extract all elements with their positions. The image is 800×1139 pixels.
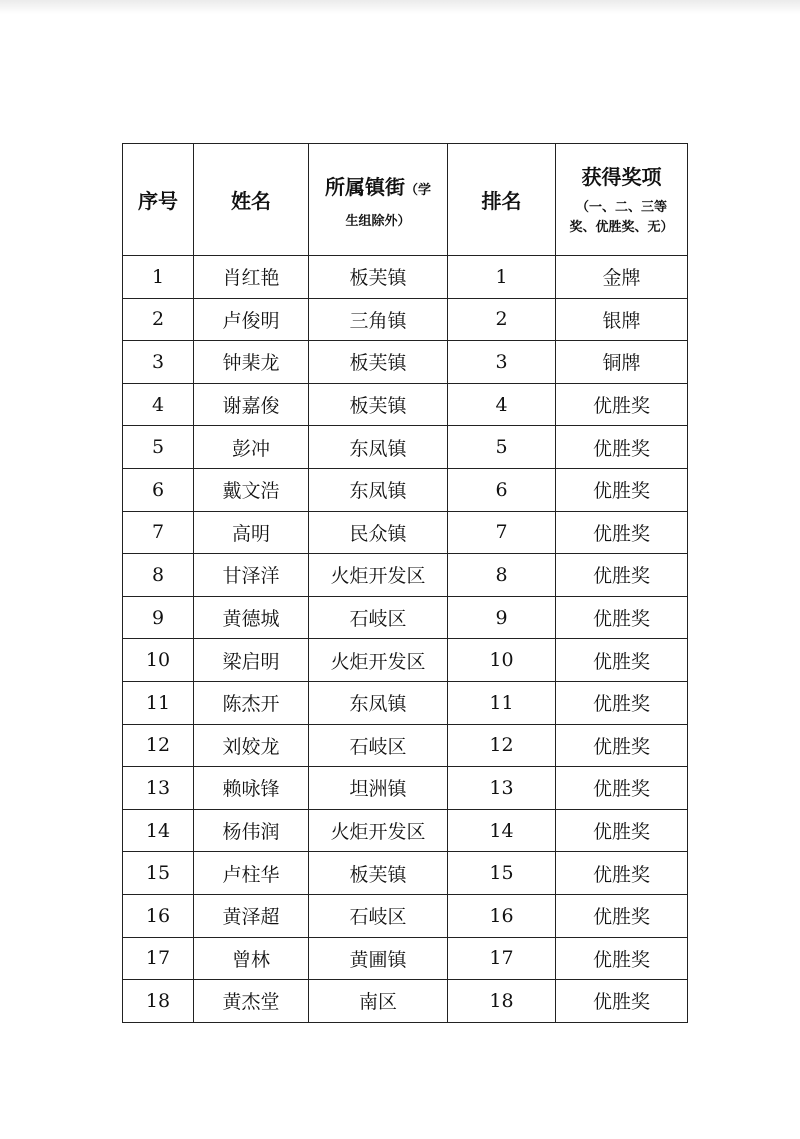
cell-name: 梁启明 (194, 639, 309, 682)
cell-seq: 6 (123, 468, 194, 511)
table-row (123, 256, 688, 299)
cell-seq: 1 (123, 256, 194, 299)
header-rank-label: 排名 (481, 189, 522, 213)
cell-award: 优胜奖 (556, 937, 688, 980)
cell-rank: 14 (448, 809, 556, 852)
header-award (556, 144, 688, 256)
cell-name: 曾林 (194, 937, 309, 980)
table-row (123, 724, 688, 767)
cell-name: 戴文浩 (194, 468, 309, 511)
cell-rank: 7 (448, 511, 556, 554)
cell-town: 石岐区 (309, 596, 448, 639)
cell-rank: 6 (448, 468, 556, 511)
cell-award: 优胜奖 (556, 468, 688, 511)
cell-name: 黄泽超 (194, 894, 309, 937)
table-row (123, 426, 688, 469)
cell-rank: 13 (448, 767, 556, 810)
cell-name: 彭冲 (194, 426, 309, 469)
table-row (123, 511, 688, 554)
cell-rank: 16 (448, 894, 556, 937)
table-row (123, 341, 688, 384)
cell-town: 石岐区 (309, 724, 448, 767)
table-row (123, 809, 688, 852)
table-row (123, 767, 688, 810)
cell-town: 黄圃镇 (309, 937, 448, 980)
cell-seq: 16 (123, 894, 194, 937)
header-town (309, 144, 448, 256)
cell-rank: 5 (448, 426, 556, 469)
header-name-label: 姓名 (231, 189, 271, 213)
cell-town: 民众镇 (309, 511, 448, 554)
cell-name: 刘姣龙 (194, 724, 309, 767)
header-town-note-1: （学 (404, 182, 431, 198)
cell-town: 南区 (309, 980, 448, 1023)
cell-award: 优胜奖 (556, 894, 688, 937)
cell-town: 火炬开发区 (309, 639, 448, 682)
cell-award: 铜牌 (556, 341, 688, 384)
header-seq (123, 144, 194, 256)
cell-seq: 5 (123, 426, 194, 469)
cell-rank: 11 (448, 681, 556, 724)
table-row (123, 980, 688, 1023)
cell-award: 优胜奖 (556, 852, 688, 895)
table-row (123, 383, 688, 426)
cell-town: 板芙镇 (309, 383, 448, 426)
cell-town: 火炬开发区 (309, 809, 448, 852)
cell-rank: 17 (448, 937, 556, 980)
cell-seq: 12 (123, 724, 194, 767)
table-row (123, 298, 688, 341)
cell-rank: 4 (448, 383, 556, 426)
cell-rank: 1 (448, 256, 556, 299)
header-award-label: 获得奖项 (581, 165, 662, 189)
cell-seq: 14 (123, 809, 194, 852)
table-row (123, 681, 688, 724)
cell-town: 坦洲镇 (309, 767, 448, 810)
cell-town: 东凤镇 (309, 426, 448, 469)
cell-town: 三角镇 (309, 298, 448, 341)
cell-award: 优胜奖 (556, 681, 688, 724)
cell-rank: 2 (448, 298, 556, 341)
cell-award: 优胜奖 (556, 554, 688, 597)
cell-seq: 3 (123, 341, 194, 384)
table-row (123, 596, 688, 639)
cell-award: 优胜奖 (556, 767, 688, 810)
cell-seq: 13 (123, 767, 194, 810)
scan-edge (0, 0, 800, 14)
table-body (123, 256, 688, 1023)
cell-award: 优胜奖 (556, 980, 688, 1023)
table-row (123, 639, 688, 682)
cell-award: 优胜奖 (556, 596, 688, 639)
cell-name: 钟棐龙 (194, 341, 309, 384)
cell-town: 东凤镇 (309, 468, 448, 511)
cell-town: 石岐区 (309, 894, 448, 937)
cell-award: 优胜奖 (556, 511, 688, 554)
cell-rank: 3 (448, 341, 556, 384)
cell-name: 肖红艳 (194, 256, 309, 299)
cell-award: 优胜奖 (556, 809, 688, 852)
cell-award: 优胜奖 (556, 639, 688, 682)
cell-seq: 10 (123, 639, 194, 682)
header-town-note-2: 生组除外） (345, 213, 411, 229)
cell-rank: 12 (448, 724, 556, 767)
cell-town: 板芙镇 (309, 341, 448, 384)
cell-name: 卢俊明 (194, 298, 309, 341)
cell-name: 黄杰堂 (194, 980, 309, 1023)
table-row (123, 554, 688, 597)
cell-award: 优胜奖 (556, 724, 688, 767)
cell-award: 金牌 (556, 256, 688, 299)
cell-seq: 9 (123, 596, 194, 639)
header-name (194, 144, 309, 256)
cell-rank: 15 (448, 852, 556, 895)
cell-town: 火炬开发区 (309, 554, 448, 597)
cell-award: 优胜奖 (556, 426, 688, 469)
cell-seq: 4 (123, 383, 194, 426)
cell-name: 杨伟润 (194, 809, 309, 852)
cell-town: 东凤镇 (309, 681, 448, 724)
cell-seq: 18 (123, 980, 194, 1023)
award-table (122, 143, 688, 1023)
header-seq-label: 序号 (138, 189, 178, 213)
table-row (123, 468, 688, 511)
cell-name: 赖咏锋 (194, 767, 309, 810)
cell-rank: 9 (448, 596, 556, 639)
header-rank (448, 144, 556, 256)
cell-award: 优胜奖 (556, 383, 688, 426)
cell-name: 卢柱华 (194, 852, 309, 895)
table-row (123, 894, 688, 937)
cell-rank: 10 (448, 639, 556, 682)
cell-name: 陈杰开 (194, 681, 309, 724)
table-header-row (123, 144, 688, 256)
cell-name: 黄德城 (194, 596, 309, 639)
cell-award: 银牌 (556, 298, 688, 341)
table-row (123, 852, 688, 895)
cell-rank: 18 (448, 980, 556, 1023)
cell-seq: 8 (123, 554, 194, 597)
cell-name: 甘泽洋 (194, 554, 309, 597)
header-award-note-2: 奖、优胜奖、无） (569, 220, 674, 235)
cell-seq: 11 (123, 681, 194, 724)
cell-seq: 15 (123, 852, 194, 895)
cell-rank: 8 (448, 554, 556, 597)
cell-town: 板芙镇 (309, 852, 448, 895)
cell-name: 谢嘉俊 (194, 383, 309, 426)
table-row (123, 937, 688, 980)
cell-seq: 2 (123, 298, 194, 341)
cell-seq: 17 (123, 937, 194, 980)
header-award-note-1: （一、二、三等 (575, 200, 667, 215)
cell-seq: 7 (123, 511, 194, 554)
header-town-label: 所属镇街 (324, 174, 405, 199)
cell-town: 板芙镇 (309, 256, 448, 299)
cell-name: 高明 (194, 511, 309, 554)
